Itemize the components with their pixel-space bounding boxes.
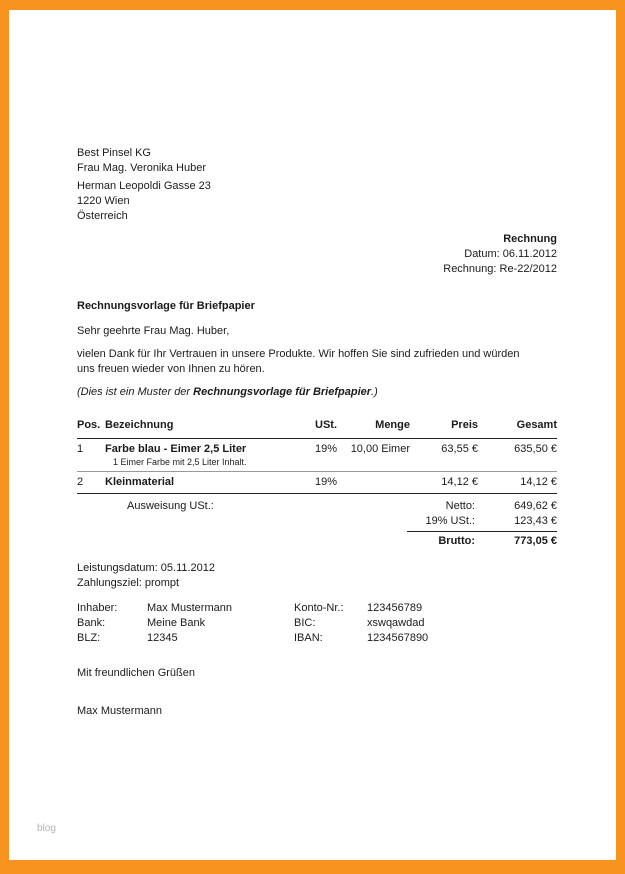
vat-label: 19% USt.: bbox=[425, 515, 475, 527]
header-quantity: Menge bbox=[375, 419, 410, 431]
item-description-cell bbox=[105, 475, 275, 490]
gross-label: Brutto: bbox=[438, 535, 475, 547]
body-line-1: vielen Dank für Ihr Vertrauen in unsere Produkte. Wir hoffen Sie sind zufrieden und würden bbox=[77, 348, 520, 360]
item-quantity: 10,00 Eimer bbox=[350, 443, 410, 455]
bank-label: Konto-Nr.: bbox=[294, 602, 344, 614]
gross-row bbox=[77, 532, 557, 549]
item-price: 14,12 € bbox=[441, 476, 478, 488]
bank-label: Inhaber: bbox=[77, 602, 118, 614]
invoice-number: Rechnung: Re-22/2012 bbox=[443, 263, 557, 275]
invoice-meta-block bbox=[77, 232, 557, 277]
terms-block bbox=[77, 561, 557, 591]
bank-label: IBAN: bbox=[294, 632, 323, 644]
totals-block bbox=[77, 494, 557, 549]
note-suffix: .) bbox=[371, 386, 378, 398]
net-value: 649,62 € bbox=[514, 500, 557, 512]
note-highlight: Rechnungsvorlage für Briefpapier bbox=[193, 386, 372, 398]
item-price: 63,55 € bbox=[441, 443, 478, 455]
item-row-1 bbox=[77, 439, 557, 472]
recipient-city: 1220 Wien bbox=[77, 195, 130, 207]
recipient-country: Österreich bbox=[77, 210, 128, 222]
item-pos: 1 bbox=[77, 443, 84, 455]
net-row bbox=[77, 499, 557, 514]
signature-name: Max Mustermann bbox=[77, 705, 162, 717]
invoice-page bbox=[9, 10, 616, 860]
recipient-company: Best Pinsel KG bbox=[77, 147, 151, 159]
header-pos: Pos. bbox=[77, 419, 101, 431]
item-description-cell bbox=[105, 442, 275, 468]
items-header-row bbox=[77, 418, 557, 439]
bank-row bbox=[77, 616, 557, 631]
bank-value: Max Mustermann bbox=[147, 602, 232, 614]
sample-note bbox=[77, 385, 557, 400]
bank-label: BIC: bbox=[294, 617, 316, 629]
header-vat: USt. bbox=[315, 419, 337, 431]
bank-value: xswqawdad bbox=[367, 617, 425, 629]
item-vat: 19% bbox=[314, 443, 337, 455]
item-total: 635,50 € bbox=[514, 443, 557, 455]
bank-row bbox=[77, 631, 557, 646]
item-pos: 2 bbox=[77, 476, 84, 488]
bank-value: 1234567890 bbox=[367, 632, 429, 644]
item-detail: 1 Eimer Farbe mit 2,5 Liter Inhalt. bbox=[113, 457, 247, 467]
vat-value: 123,43 € bbox=[514, 515, 557, 527]
service-date: Leistungsdatum: 05.11.2012 bbox=[77, 562, 216, 574]
bank-value: Meine Bank bbox=[147, 617, 206, 629]
bank-value: 12345 bbox=[147, 632, 178, 644]
header-price: Preis bbox=[451, 419, 478, 431]
items-table bbox=[77, 418, 557, 494]
invoice-date: Datum: 06.11.2012 bbox=[464, 248, 557, 260]
item-description: Farbe blau - Eimer 2,5 Liter bbox=[105, 443, 247, 455]
bank-details-block bbox=[77, 601, 557, 646]
item-row-2 bbox=[77, 472, 557, 494]
bank-value: 123456789 bbox=[367, 602, 423, 614]
payment-target: Zahlungsziel: prompt bbox=[77, 577, 180, 589]
recipient-street: Herman Leopoldi Gasse 23 bbox=[77, 180, 211, 192]
body-text bbox=[77, 347, 557, 377]
item-description: Kleinmaterial bbox=[105, 476, 175, 488]
recipient-address-block bbox=[77, 146, 557, 224]
note-prefix: (Dies ist ein Muster der bbox=[77, 386, 194, 398]
invoice-title: Rechnung bbox=[503, 233, 557, 245]
header-total: Gesamt bbox=[516, 419, 557, 431]
item-vat: 19% bbox=[314, 476, 337, 488]
vat-note: Ausweisung USt.: bbox=[127, 500, 214, 512]
closing-line: Mit freundlichen Grüßen bbox=[77, 667, 195, 679]
gross-value: 773,05 € bbox=[514, 535, 557, 547]
bank-label: Bank: bbox=[77, 617, 106, 629]
vat-row bbox=[77, 514, 557, 529]
blog-watermark: blog bbox=[37, 823, 56, 834]
header-description: Bezeichnung bbox=[105, 419, 174, 431]
item-total: 14,12 € bbox=[520, 476, 557, 488]
salutation: Sehr geehrte Frau Mag. Huber, bbox=[77, 325, 230, 337]
body-line-2: uns freuen wieder von Ihnen zu hören. bbox=[77, 363, 265, 375]
bank-row bbox=[77, 601, 557, 616]
subject-line: Rechnungsvorlage für Briefpapier bbox=[77, 300, 255, 312]
recipient-contact: Frau Mag. Veronika Huber bbox=[77, 162, 207, 174]
bank-label: BLZ: bbox=[77, 632, 101, 644]
net-label: Netto: bbox=[445, 500, 475, 512]
